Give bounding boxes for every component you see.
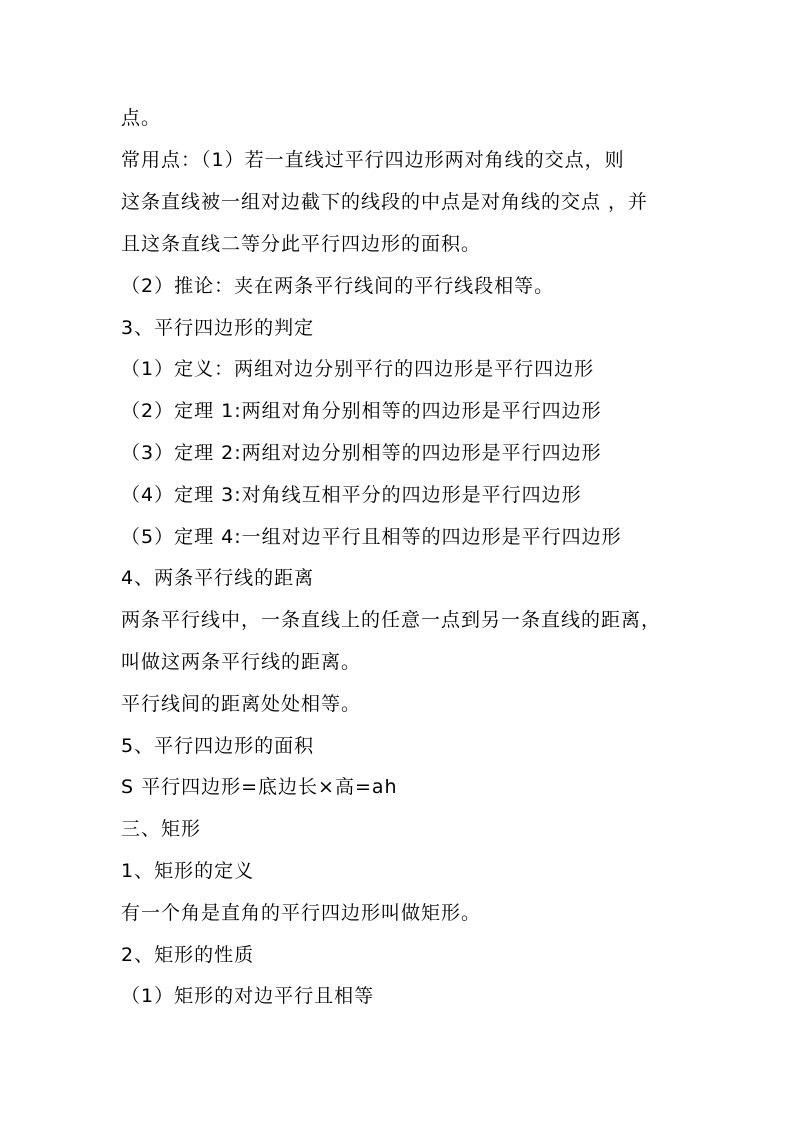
text-line: 有一个角是直角的平行四边形叫做矩形。 (121, 902, 482, 924)
text-line: 两条平行线中，一条直线上的任意一点到另一条直线的距离， (121, 609, 662, 631)
section-heading: 5、平行四边形的面积 (121, 735, 315, 757)
text-line: （1）矩形的对边平行且相等 (121, 985, 375, 1007)
chapter-heading: 三、矩形 (121, 818, 202, 840)
text-line: （2）定理 1:两组对角分别相等的四边形是平行四边形 (121, 400, 602, 422)
section-heading: 1、矩形的定义 (121, 860, 255, 882)
text-line: 且这条直线二等分此平行四边形的面积。 (121, 233, 482, 255)
text-line: （5）定理 4:一组对边平行且相等的四边形是平行四边形 (121, 526, 622, 548)
text-line: 叫做这两条平行线的距离。 (121, 651, 362, 673)
text-line: 平行线间的距离处处相等。 (121, 693, 362, 715)
text-line: （3）定理 2:两组对边分别相等的四边形是平行四边形 (121, 442, 602, 464)
section-heading: 4、两条平行线的距离 (121, 567, 315, 589)
text-line: （4）定理 3:对角线互相平分的四边形是平行四边形 (121, 484, 582, 506)
text-line: （1）定义：两组对边分别平行的四边形是平行四边形 (121, 358, 595, 380)
text-line: 常用点：（1）若一直线过平行四边形两对角线的交点，则 (121, 149, 625, 171)
text-line: 点。 (121, 107, 162, 129)
formula-line: S 平行四边形=底边长×高=ah (121, 776, 398, 798)
section-heading: 3、平行四边形的判定 (121, 317, 315, 339)
text-line: 这条直线被一组对边截下的线段的中点是对角线的交点 ，并 (121, 191, 649, 213)
text-line: （2）推论：夹在两条平行线间的平行线段相等。 (121, 275, 555, 297)
section-heading: 2、矩形的性质 (121, 944, 255, 966)
